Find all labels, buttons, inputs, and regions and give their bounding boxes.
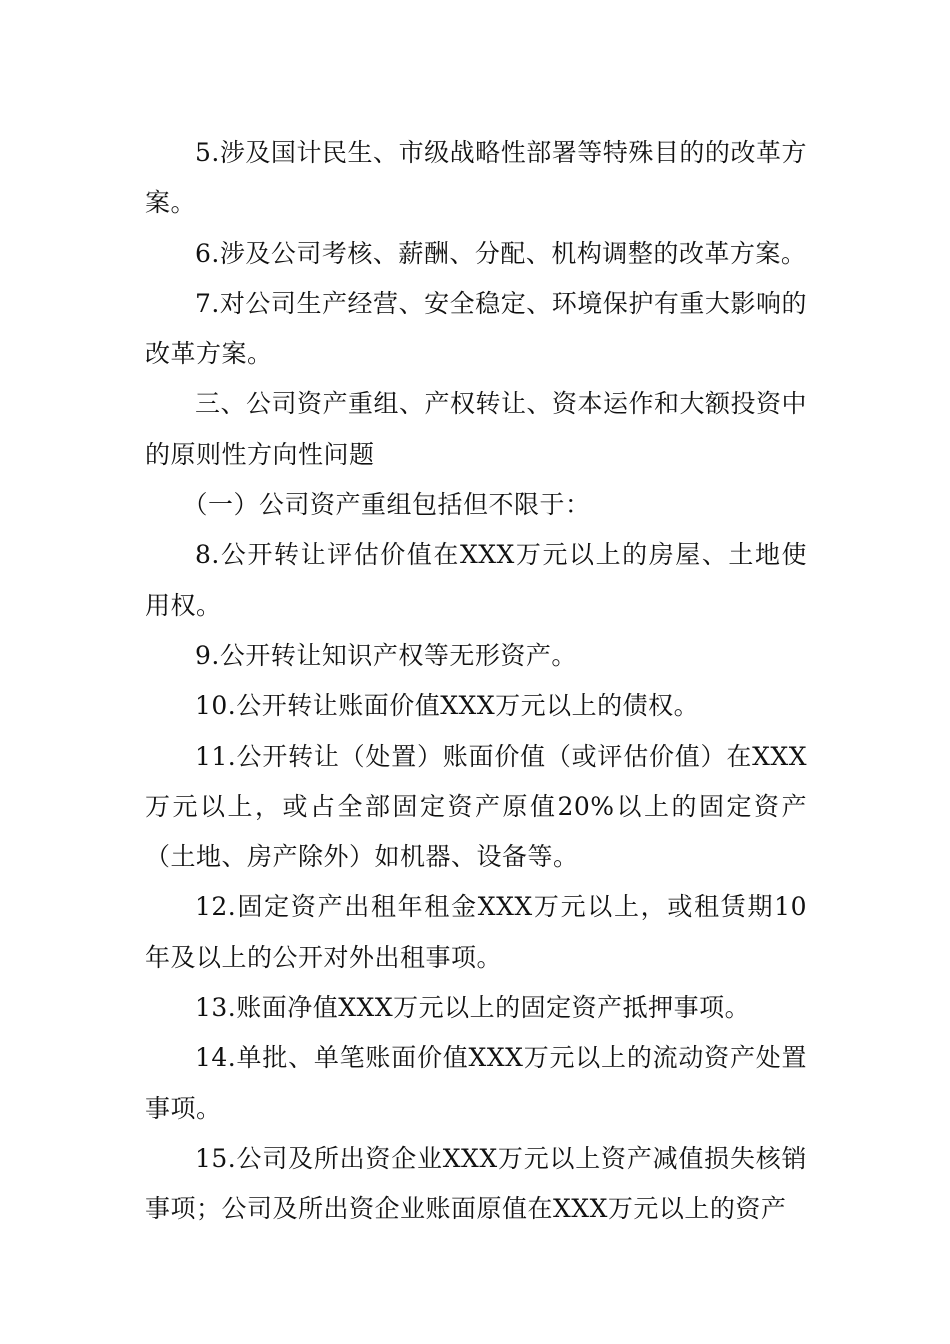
paragraph-item-9: 9.公开转让知识产权等无形资产。 xyxy=(195,640,577,670)
paragraph-item-12: 12.固定资产出租年租金XXX万元以上，或租赁期10年及以上的公开对外出租事项。 xyxy=(145,892,807,972)
paragraph-item-13: 13.账面净值XXX万元以上的固定资产抵押事项。 xyxy=(195,993,751,1023)
paragraph-item-6: 6.涉及公司考核、薪酬、分配、机构调整的改革方案。 xyxy=(195,238,807,268)
paragraph-item-10: 10.公开转让账面价值XXX万元以上的债权。 xyxy=(195,691,700,721)
subsection-heading-3-1: （一）公司资产重组包括但不限于： xyxy=(182,490,591,520)
paragraph-item-14: 14.单批、单笔账面价值XXX万元以上的流动资产处置事项。 xyxy=(145,1043,807,1123)
paragraph-item-8: 8.公开转让评估价值在XXX万元以上的房屋、土地使用权。 xyxy=(145,540,807,620)
document-body xyxy=(145,128,807,1235)
section-heading-3: 三、公司资产重组、产权转让、资本运作和大额投资中的原则性方向性问题 xyxy=(145,389,808,469)
paragraph-item-15: 15.公司及所出资企业XXX万元以上资产减值损失核销事项；公司及所出资企业账面原值在XXX万元以上的资产 xyxy=(145,1143,807,1224)
paragraph-item-11: 11.公开转让（处置）账面价值（或评估价值）在XXX万元以上，或占全部固定资产原值20%以上的固定资产（土地、房产除外）如机器、设备等。 xyxy=(145,741,807,872)
paragraph-item-7: 7.对公司生产经营、安全稳定、环境保护有重大影响的改革方案。 xyxy=(145,288,807,369)
paragraph-item-5: 5.涉及国计民生、市级战略性部署等特殊目的的改革方案。 xyxy=(145,138,807,218)
